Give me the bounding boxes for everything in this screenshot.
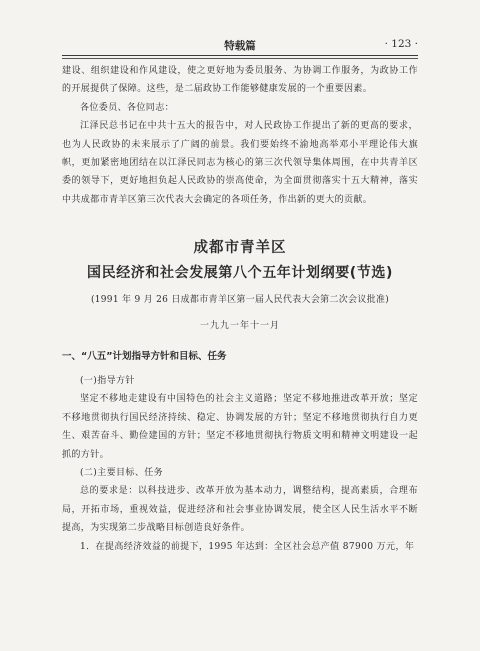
subheading: (一)指导方针	[80, 376, 135, 386]
body-text	[62, 372, 418, 556]
header-rule-thin	[62, 58, 418, 59]
header-rule	[62, 55, 418, 56]
paragraph: 坚定不移地走建设有中国特色的社会主义道路；坚定不移地推进改革开放；坚定不移地贯彻执行国民经济持续、稳定、协调发展的方针；坚定不移地贯彻执行自力更生、艰苦奋斗、勤俭建国的方针；坚定不移地贯彻执行物质文明和精神文明建设一起抓的方针。	[62, 394, 418, 460]
subheading: (二)主要目标、任务	[80, 468, 164, 479]
intro-text	[62, 62, 418, 209]
approval-note: (1991 年 9 月 26 日成都市青羊区第一届人民代表大会第二次会议批准)	[90, 295, 390, 305]
running-head	[62, 38, 418, 54]
document-title-line1: 成都市青羊区	[193, 240, 287, 256]
page-number: · 123 ·	[384, 38, 418, 50]
paragraph: 江泽民总书记在中共十五大的报告中，对人民政协工作提出了新的更高的要求，也为人民政协的未来展示了广阔的前景。我们要始终不渝地高举邓小平理论伟大旗帜，更加紧密地团结在以江泽民同志为核心的第三次代领导集体周围，在中共青羊区委的领导下，更好地担负起人民政协的崇高使命，为全面贯彻落实十五大精神，落实中共成都市青羊区第三次代表大会确定的各项任务，作出新的更大的贡献。	[62, 121, 418, 205]
paragraph: 总的要求是：以科技进步、改革开放为基本动力，调整结构，提高素质，合理布局，开拓市场，重视效益，促进经济和社会事业协调发展，使全区人民生活水平不断提高，为实现第二步战略目标创造良好条件。	[62, 486, 418, 534]
document-title-line2: 国民经济和社会发展第八个五年计划纲要(节选)	[87, 265, 393, 281]
paragraph: 1．在提高经济效益的前提下，1995 年达到：全区社会总产值 87900 万元，年	[80, 541, 415, 552]
section-title: 特载篇	[224, 40, 256, 52]
document-date: 一九九一年十一月	[199, 321, 280, 331]
paragraph: 建设、组织建设和作风建设，使之更好地为委员服务、为协调工作服务，为政协工作的开展提供了保障。这些，是二届政协工作能够健康发展的一个重要因素。	[62, 66, 418, 95]
paragraph: 各位委员、各位同志：	[80, 102, 175, 113]
section-heading: 一、“八五”计划指导方针和目标、任务	[62, 351, 227, 362]
